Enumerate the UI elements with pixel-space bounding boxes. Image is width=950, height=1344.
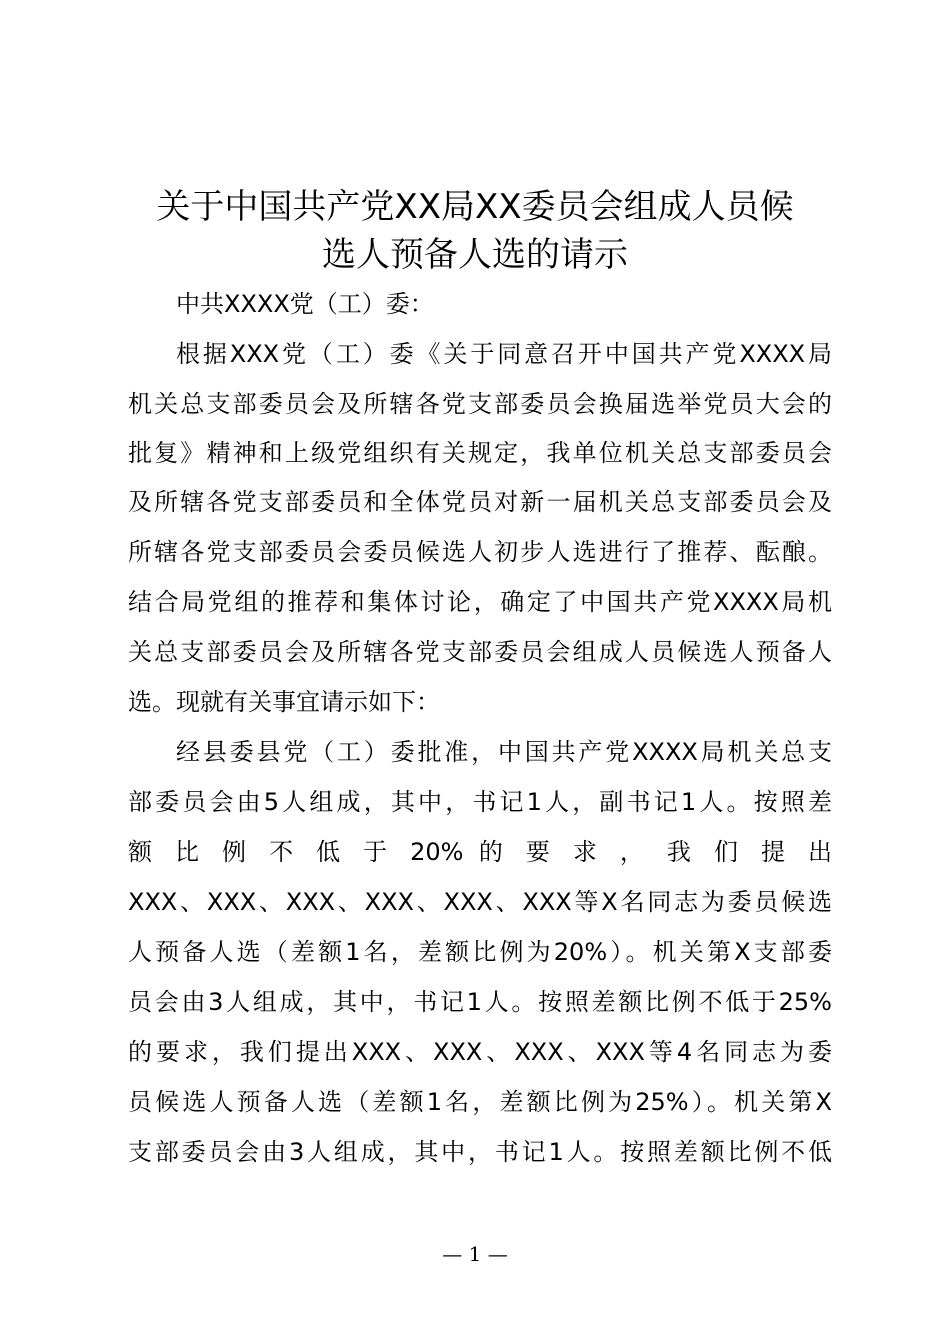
paragraph-2-line: 部委员会由5人组成，其中，书记1人，副书记1人。按照差 — [128, 788, 832, 816]
document-title-line-1: 关于中国共产党XX局XX委员会组成人员候 — [156, 187, 794, 227]
paragraph-2-line: 经县委县党（工）委批准，中国共产党XXXX局机关总支 — [176, 738, 832, 766]
paragraph-2-line: 员候选人预备人选（差额1名，差额比例为25%）。机关第X — [128, 1088, 832, 1116]
salutation: 中共XXXX党（工）委： — [176, 290, 434, 318]
paragraph-2-line: 人预备人选（差额1名，差额比例为20%）。机关第X支部委 — [128, 938, 832, 966]
page-number: — 1 — — [442, 1242, 508, 1266]
paragraph-2-line: 员会由3人组成，其中，书记1人。按照差额比例不低于25% — [128, 988, 832, 1016]
paragraph-2-line: 额 比 例 不 低 于 20% 的 要 求 ， 我 们 提 出 — [128, 838, 832, 866]
paragraph-2-line: 的要求，我们提出XXX、XXX、XXX、XXX等4名同志为委 — [128, 1038, 832, 1066]
paragraph-2-line: 支部委员会由3人组成，其中，书记1人。按照差额比例不低 — [128, 1138, 832, 1166]
paragraph-1-line: 选。现就有关事宜请示如下： — [128, 688, 440, 716]
paragraph-2-line: XXX、XXX、XXX、XXX、XXX、XXX等X名同志为委员候选 — [128, 888, 832, 916]
paragraph-1-line: 机关总支部委员会及所辖各党支部委员会换届选举党员大会的 — [128, 390, 832, 418]
paragraph-1-line: 批复》精神和上级党组织有关规定，我单位机关总支部委员会 — [128, 439, 832, 467]
paragraph-1-line: 关总支部委员会及所辖各党支部委员会组成人员候选人预备人 — [128, 638, 832, 666]
document-title-line-2: 选人预备人选的请示 — [322, 235, 628, 275]
paragraph-1-line: 及所辖各党支部委员和全体党员对新一届机关总支部委员会及 — [128, 488, 832, 516]
paragraph-1-line: 所辖各党支部委员会委员候选人初步人选进行了推荐、酝酿。 — [128, 538, 832, 566]
paragraph-1-line: 结合局党组的推荐和集体讨论，确定了中国共产党XXXX局机 — [128, 588, 832, 616]
paragraph-1-line: 根据XXX党（工）委《关于同意召开中国共产党XXXX局 — [176, 340, 832, 368]
